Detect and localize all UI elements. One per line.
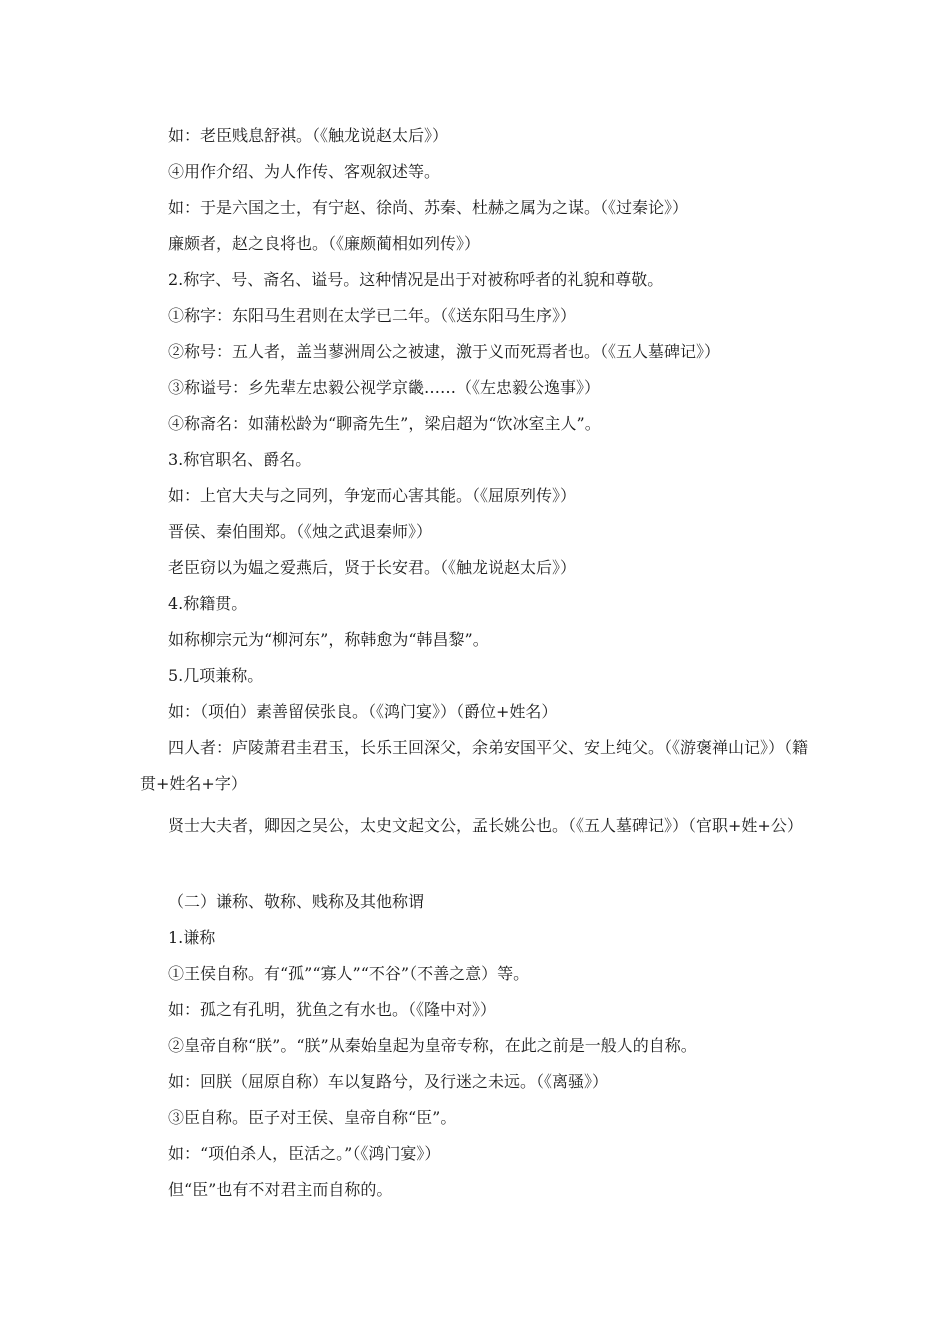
section-heading: （二）谦称、敬称、贱称及其他称谓 — [168, 892, 425, 911]
text-line: 如：老臣贱息舒祺。（《触龙说赵太后》） — [168, 126, 449, 145]
text-line: 如：“项伯杀人，臣活之。”（《鸿门宴》） — [168, 1144, 441, 1163]
text-line: ④用作介绍、为人作传、客观叙述等。 — [168, 162, 441, 181]
text-line: ①王侯自称。有“孤”“寡人”“不谷”（不善之意）等。 — [168, 964, 530, 983]
text-line: 廉颇者，赵之良将也。（《廉颇蔺相如列传》） — [168, 234, 481, 253]
text-line: ①称字：东阳马生君则在太学已二年。（《送东阳马生序》） — [168, 306, 577, 325]
text-line: 4.称籍贯。 — [168, 594, 248, 613]
text-line: 如：回朕（屈原自称）车以复路兮，及行迷之未远。（《离骚》） — [168, 1072, 609, 1091]
text-line: ④称斋名：如蒲松龄为“聊斋先生”，梁启超为“饮冰室主人”。 — [168, 414, 601, 433]
text-line: 晋侯、秦伯围郑。（《烛之武退秦师》） — [168, 522, 433, 541]
text-line: ②称号：五人者，盖当蓼洲周公之被逮，激于义而死焉者也。（《五人墓碑记》） — [168, 342, 721, 361]
text-line: 如：上官大夫与之同列，争宠而心害其能。（《屈原列传》） — [168, 486, 577, 505]
subsection-heading: 1.谦称 — [168, 928, 216, 947]
text-line: 3.称官职名、爵名。 — [168, 450, 312, 469]
text-line: 如：于是六国之士，有宁赵、徐尚、苏秦、杜赫之属为之谋。（《过秦论》） — [168, 198, 689, 217]
text-line: ②皇帝自称“朕”。“朕”从秦始皇起为皇帝专称，在此之前是一般人的自称。 — [168, 1036, 697, 1055]
text-line: 但“臣”也有不对君主而自称的。 — [168, 1180, 393, 1199]
text-paragraph: 四人者：庐陵萧君圭君玉，长乐王回深父，余弟安国平父、安上纯父。（《游褒禅山记》）（籍贯+姓名+字） — [140, 738, 809, 793]
text-line: ③称谥号：乡先辈左忠毅公视学京畿……（《左忠毅公逸事》） — [168, 378, 601, 397]
text-line: 如：（项伯）素善留侯张良。（《鸿门宴》）（爵位+姓名） — [168, 702, 558, 721]
text-line: 5.几项兼称。 — [168, 666, 264, 685]
text-paragraph: 贤士大夫者，卿因之吴公，太史文起文公，孟长姚公也。（《五人墓碑记》）（官职+姓+公） — [168, 816, 803, 835]
text-line: ③臣自称。臣子对王侯、皇帝自称“臣”。 — [168, 1108, 457, 1127]
text-line: 2.称字、号、斋名、谥号。这种情况是出于对被称呼者的礼貌和尊敬。 — [168, 270, 664, 289]
text-line: 老臣窃以为媪之爱燕后，贤于长安君。（《触龙说赵太后》） — [168, 558, 577, 577]
text-line: 如：孤之有孔明，犹鱼之有水也。（《隆中对》） — [168, 1000, 497, 1019]
text-line: 如称柳宗元为“柳河东”，称韩愈为“韩昌黎”。 — [168, 630, 489, 649]
